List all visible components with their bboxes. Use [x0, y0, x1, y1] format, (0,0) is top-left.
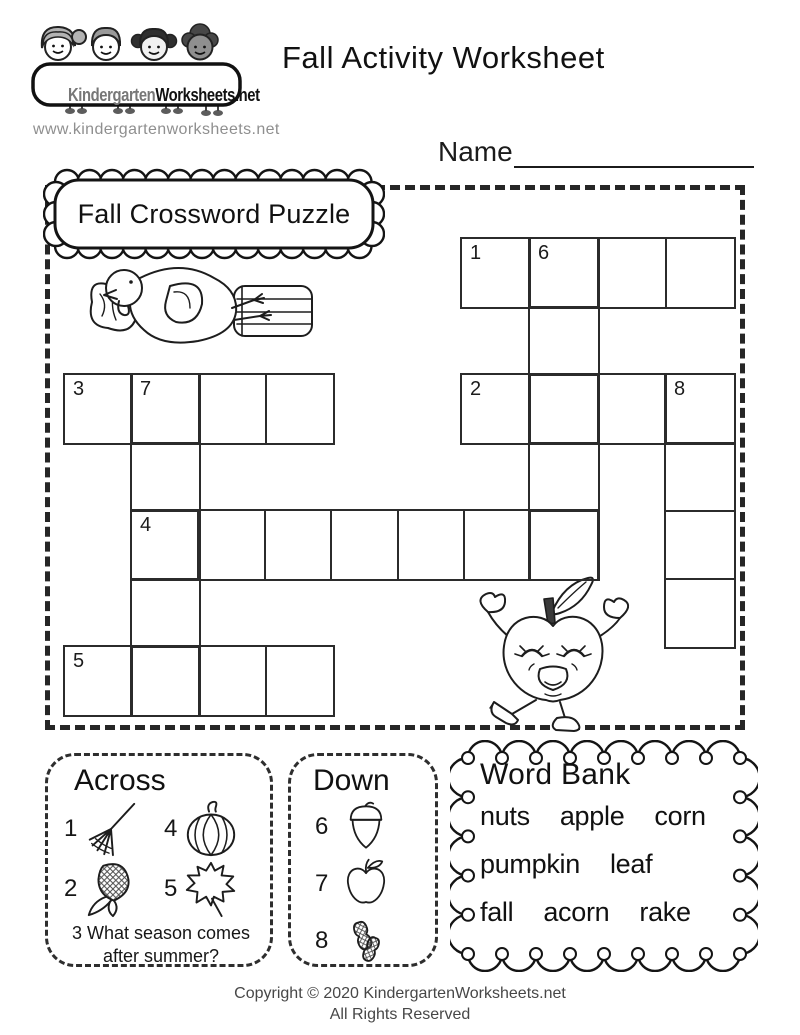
clue-number: 5: [164, 875, 178, 902]
kids-illustration: [30, 18, 245, 123]
page-title: Fall Activity Worksheet: [282, 40, 605, 75]
word-bank-word: fall: [480, 897, 514, 927]
grid-line: [265, 375, 267, 443]
word-bank-word: rake: [639, 897, 691, 927]
clue-4: [164, 800, 264, 858]
clue-2: [64, 860, 164, 918]
copyright-line: Copyright © 2020 KindergartenWorksheets.net: [234, 985, 566, 1002]
name-field: [438, 136, 754, 168]
brand-name-bold: Worksheets.net: [155, 84, 260, 105]
cell-number: 5: [73, 650, 85, 672]
rake-icon: [82, 800, 140, 858]
grid-line: [264, 511, 266, 579]
peanuts-icon: [339, 914, 393, 968]
word-bank-word: nuts: [480, 801, 530, 831]
word-bank-row: [480, 888, 734, 936]
across-title: Across: [74, 764, 166, 797]
grid-line: [132, 442, 199, 444]
grid-line: [666, 442, 734, 444]
leaf-icon: [182, 860, 240, 918]
crossword-word-7-down: [130, 373, 201, 717]
apple-character-illustration: [448, 572, 658, 732]
website-url: www.kindergartenworksheets.net: [33, 121, 280, 138]
name-blank-line: [514, 136, 754, 168]
name-label: Name: [438, 136, 513, 167]
word-bank-row: [480, 840, 734, 888]
copyright-footer: [0, 983, 800, 1025]
pumpkin-icon: [182, 800, 240, 858]
cell-number: 6: [538, 242, 550, 264]
across-icon-clues: [64, 800, 264, 918]
word-bank-word: leaf: [609, 849, 653, 879]
word-bank-box: [450, 740, 758, 972]
turkey-illustration: [84, 256, 316, 348]
clue-number: 1: [64, 815, 78, 842]
grid-line: [665, 239, 667, 307]
cell-number: 2: [470, 378, 482, 400]
word-bank-words: [480, 792, 734, 936]
puzzle-title-bubble: [43, 168, 385, 260]
acorn-icon: [339, 800, 393, 854]
clue-number: 4: [164, 815, 178, 842]
brand-name-light: Kindergarten: [68, 84, 156, 105]
clue-number: 6: [315, 812, 329, 840]
across-text-clue: [62, 922, 260, 968]
puzzle-title: Fall Crossword Puzzle: [77, 199, 351, 229]
grid-line: [530, 306, 598, 308]
clue-1: [64, 800, 164, 858]
apple-icon: [339, 857, 393, 911]
site-logo: [30, 18, 260, 123]
cell-number: 8: [674, 378, 686, 400]
clue-number: 3: [71, 923, 87, 943]
grid-line: [330, 511, 332, 579]
word-bank-word: acorn: [543, 897, 610, 927]
clue-number: 2: [64, 875, 78, 902]
word-bank-word: corn: [654, 801, 706, 831]
grid-line: [530, 510, 598, 512]
clue-6: [315, 798, 435, 855]
logo-banner-text: [68, 84, 260, 106]
clue-text: What season comes after summer?: [86, 923, 251, 966]
grid-line: [530, 374, 598, 376]
grid-line: [666, 578, 734, 580]
clue-number: 8: [315, 926, 329, 954]
word-bank-word: apple: [559, 801, 625, 831]
grid-line: [132, 510, 199, 512]
cell-number: 7: [140, 378, 152, 400]
grid-line: [463, 511, 465, 579]
word-bank-content: [480, 758, 734, 936]
word-bank-row: [480, 792, 734, 840]
grid-line: [132, 646, 199, 648]
cell-number: 4: [140, 514, 152, 536]
grid-line: [530, 442, 598, 444]
word-bank-word: pumpkin: [480, 849, 580, 879]
clue-5: [164, 860, 264, 918]
grid-line: [666, 510, 734, 512]
word-bank-title: Word Bank: [480, 758, 631, 791]
cell-number: 1: [470, 242, 482, 264]
grid-line: [265, 647, 267, 715]
down-icon-clues: [315, 798, 435, 969]
down-title: Down: [313, 764, 390, 797]
rights-line: All Rights Reserved: [329, 1006, 471, 1023]
grid-line: [132, 578, 199, 580]
grid-line: [397, 511, 399, 579]
clue-number: 7: [315, 869, 329, 897]
corn-icon: [82, 860, 140, 918]
crossword-word-8-down: [664, 373, 736, 649]
clue-8: [315, 912, 435, 969]
down-clues-box: [288, 753, 438, 967]
clue-7: [315, 855, 435, 912]
across-clues-box: [45, 753, 273, 967]
cell-number: 3: [73, 378, 85, 400]
crossword-word-6-down: [528, 237, 600, 581]
